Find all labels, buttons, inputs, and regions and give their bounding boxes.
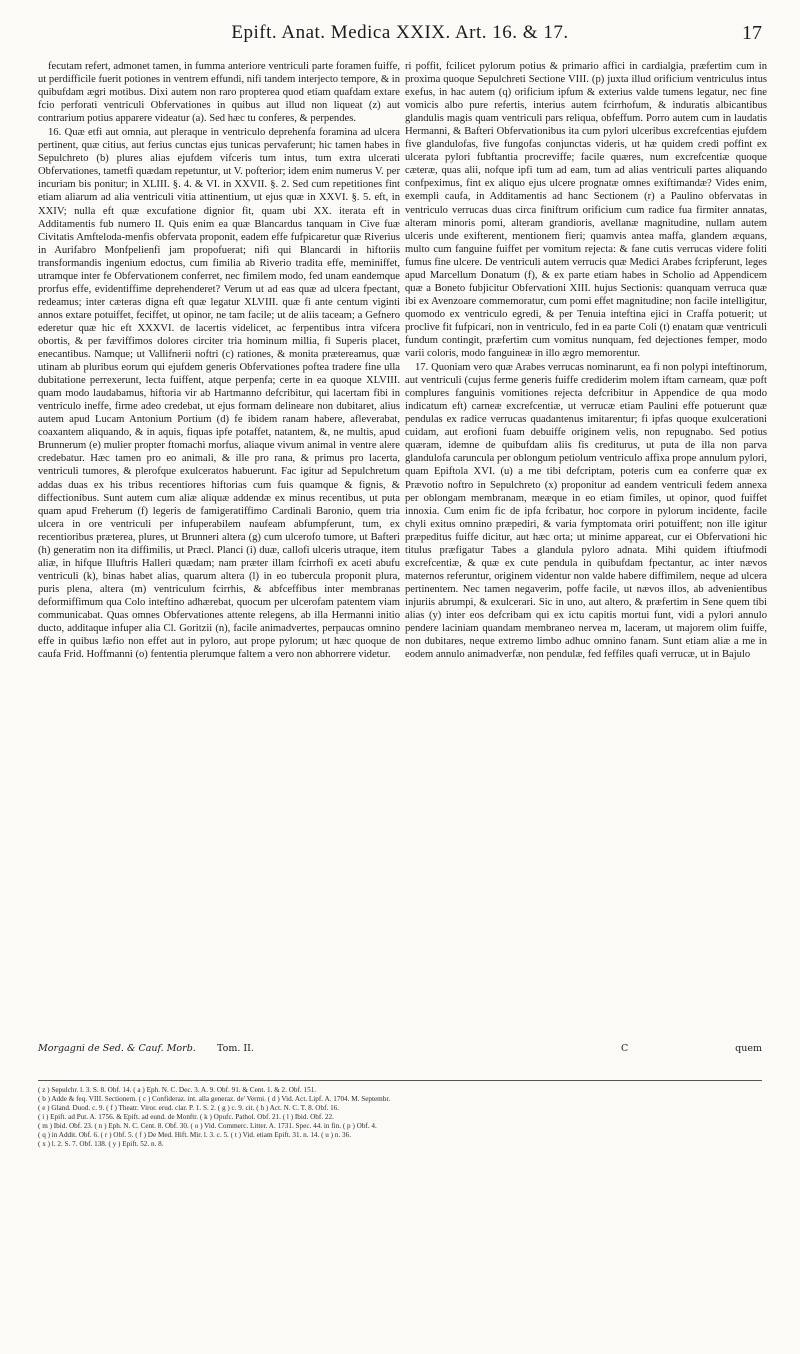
footnote-line: ( z ) Sepulchr. l. 3. S. 8. Obf. 14. ( a ) Eph. N. C. Dec. 3. A. 9. Obf. 91. & Cent. 1. & 2. Obf. 151. (38, 1086, 317, 1094)
footnote-line: ( b ) Adde & feq. VIII. Sectionem. ( c ) Confideraz. int. alla generaz. de' Vermi. ( d ) Vid. Act. Lipf. A. 1704. M. Septembr. (38, 1095, 391, 1103)
footnote-line: ( e ) Gland. Duod. c. 9. ( f ) Theatr. Viror. erud. clar. P. 1. S. 2. ( g ) c. 9. cit. ( h ) Act. N. C. T. 8. Obf. 16. (38, 1104, 340, 1112)
footnote-line: ( q ) in Addit. Obf. 6. ( r ) Obf. 5. ( f ) De Med. Hift. Mir. l. 3. c. 5. ( t ) Vid. etiam Epift. 31. n. 14. ( u ) n. 36. (38, 1131, 352, 1139)
footnotes (38, 1086, 762, 1149)
footnote-divider (38, 1080, 762, 1081)
footnote-line: ( i ) Epift. ad Put. A. 1756. & Epift. ad eund. de Monftr. ( k ) Opufc. Pathol. Obf. 21. ( l ) Ibid. Obf. 22. (38, 1113, 334, 1121)
footnote-line: ( x ) l. 2. S. 7. Obf. 138. ( y ) Epift. 52. n. 8. (38, 1140, 164, 1148)
footnote-line: ( m ) Ibid. Obf. 23. ( n ) Eph. N. C. Cent. 8. Obf. 30. ( o ) Vid. Commerc. Litter. A. 1731. Spec. 44. in fin. ( p ) Obf. 4. (38, 1122, 377, 1130)
page-number: 17 (742, 22, 762, 44)
right-paragraph-1: ri poffit, fcilicet pylorum potius & primario affici in cardialgia, præfertim cum in proxima quoque Sepulchreti Sectione VIII. (p) juxta illud orificium ventriculus intus exefus, in hac autem (q) orificium ipfum & exterius valde tumens legatur, nec fine vomicis albo pure refertis, interius autem fcirrhofum, & induratis albicantibus glandulis magis quam ventriculi pars reliqua, obfeffum. Porro autem cum in laudatis Hermanni, & Bafteri Obfervationibus ita cum pylori ulceribus excrefcentias ejufdem five glandulofas, five fungofas conjunctas videris, ut hæ quidem credi poffint ex ulcerata pylori fubftantia procreviffe; facile quæres, num excrefcentiæ quoque cæteræ, quas alii, nofque ipfi tum ad eam, tum ad alias ventriculi partes aliquando confpeximus, fint ex aliquo ejus ulcere prognatæ omnes exiftimandæ? Vides enim, exempli caufa, in Additamentis ad hanc Sectionem (r) a Paulino obfervatas in ventriculo verrucas duas circa finiftrum orificium cum radice fua firmiter annatas, alteram minoris pomi, alteram grandioris, avellanæ magnitudine, nullam autem ulceris unde exifterent, mentionem fieri; quamvis antea maffa, glandem æquans, multo cum fanguine fuiffet per vomitum rejecta: & fane cutis verrucas videre foliti fumus fine ulcere. De ventriculi autem verrucis quæ Medici Arabes fcripferunt, leges apud Marcellum Donatum (f), & ex parte etiam habes in Scholio ad Appendicem quæ a Boneto fubjicitur Obfervationi XIII. hujus Sectionis: quanquam verruca quæ ibi ex Avenzoare commemoratur, cum pomi effet magnitudine; non facile intelligitur, quomodo ex ventriculo egredi, & per Tenuia inteftina ejici in Craffa potuerit; ut proclive fit fufpicari, non in ventriculo, fed in ea parte Coli (t) enatam quæ ventriculi fundum contingit, præfertim cum vomitus nunquam, fed dejectiones femper, modo varii coloris, modo fanguineæ in illo ægro memorentur. (405, 61, 767, 360)
running-title: Epift. Anat. Medica XXIX. Art. 16. & 17. (231, 22, 569, 43)
catchword: quem (735, 1043, 762, 1054)
left-column (38, 60, 400, 662)
right-paragraph-2: 17. Quoniam vero quæ Arabes verrucas nominarunt, ea fi non polypi inteftinorum, aut ventriculi (cujus ferme generis fuiffe crediderim molem iftam carneam, quæ poft complures fanguinis vomitiones rejecta defcribitur in Appendice de qua modo indicatum eft) carneæ excrefcentiæ, ut verrucæ etiam Paulini effe potuerunt quæ pendulas ex radice verrucas quadantenus imitarentur; fi ipfas quoque exulcerationi cuidam, aut erofioni fuam debuiffe originem velis, non repugnabo. Sed potius quæram, idemne de quibufdam aliis fis crediturus, ut puta de illa non parva glandulofa caruncula per oblongum petiolum ventriculo affixa prope annulum pylori, quam Epiftola XVI. (u) a me tibi defcriptam, poteris cum ea conferre quæ ex Prævotio noftro in Sepulchreto (x) proponitur ad eandem ventriculi fedem annexa per oblongam membranam, meæque in eo etiam fimiles, ut opinor, quod fuiffet innoxia. Cum enim fic de ipfa fcribatur, hoc corpore in pylorum incidente, facile chyli exitus omnino præpediri, & varia fymptomata oriri potuiffent; non ille igitur præpeditus fuiffe dicitur, aut hæc orta; ut minime appareat, cur ei Obfervationi hic titulus præfigatur Tabes a glandula pyloro adnata. Mihi quidem iftiufmodi excrefcentiæ, & quæ ex cute pendula in quibufdam fpectantur, ac inter nævos maternos referuntur, originem videntur non valde habere diffimilem, neque ad ulcera pertinentem. Nec tamen negaverim, poffe facile, ut nævos illos, ab advenientibus injuriis abrumpi, & exulcerari. Sic in uno, aut altero, & præfertim in Sene quem tibi alias (y) inter eos defcribam qui ex ictu capitis mortui funt, vidi a pylori annulo pendere laciniam quandam membraneo nervea m, laceram, ut majorem olim fuiffe, non dubitares, neque extremo limbo adhuc omnino fanam. Sunt etiam aliæ a me in eodem annulo animadverfæ, non pendulæ, fed feffiles quafi verrucæ, ut in Bajulo (405, 362, 767, 661)
signature-mark: C (621, 1043, 629, 1054)
volume-ref: Tom. II. (217, 1043, 254, 1054)
left-paragraph-2: 16. Quæ etfi aut omnia, aut pleraque in ventriculo deprehenfa foramina ad ulcera pertinent, quæ citius, aut ferius cunctas ejus tunicas pervaferunt; hic tamen habes in Sepulchreto (b) plures alias ejufdem vifceris tum intus, tum extra ulcerati Obfervationes, tametfi quædam repetuntur, ut V. pofterior; idem enim numerus V. per incuriam bis ponitur; in XLIII. §. 4. & VI. in XXVII. §. 2. Sed cum repetitiones fint etiam aliarum ad alia ventriculi vitia attinentium, ut ejus quæ in XXVI. §. 5. eft, in XXIV; nulla eft quæ excufatione dignior fit, quam ubi XX. iterata eft in Additamentis fub numero II. Quis enim ea quæ Blancardus tanquam in Cive fuæ Civitatis Amfteloda-menfis obfervata proponit, eadem effe fufpicaretur quæ Riverius in Aurifabro Monfpelienfi jam propofuerat; nifi qui Blancardi in hiftoriis transformandis ingenium edoctus, cum fimilia ab Riverio tradita effe, meminiffet, utramque inter fe Obfervationem conferret, nec fimilem modo, fed unam eandemque prorfus effe, evidentiffime deprehenderet? Verum ut ad eas quæ ad ulcera fpectant, redeamus; inter cæteras digna eft quæ legatur XLVIII. quæ fi ante centum viginti annos extare potuiffet, feciffet, ut opinor, ne tam facile; ut de aliis taceam; a Gefnero ederetur quæ hic eft XXXVI. de lacertis videlicet, ac ferpentibus intra vifcera obortis, & per fæviffimos dolores circiter tria hominum millia, fi Superis placet, enecantibus. Namque; ut Vallifnerii noftri (c) rationes, & monita prætereamus, quæ utinam ab pluribus eorum qui ejufdem generis Obfervationes poftea tradere fine ulla dubitatione perrexerunt, lecta fuiffent, atque perpenfa; certe in ea quoque XLVIII. quam modo laudabamus, hiftoria vir ab Hartmanno defcribitur, qui lacertam fibi in ventriculo ineffe, firme adeo credebat, ut ejus formam delineare non dubitaret, alius autem apud Lucam Antonium Portium (d) fe ibidem ranam habere, afleverabat, coaxantem aliquando, & in aquis, fiquas ipfe potaffet, natantem, &, ne multis, apud Brunnerum (e) mulier propter ftomachi morfus, aliaque vivum animal in ventre alere credebatur. Hæc tamen pro eo animali, & ille pro rana, & primus pro lacerta, ventriculi tumores, & plerofque exulceratos habuerunt. Fac igitur ad Sepulchretum addas duas ex his tribus recentiores hiftorias cum fuis quamque & fignis, & diffectionibus. Sunt autem cum aliæ aliquæ addendæ ex minus recentibus, ut puta quam apud Freherum (f) legeris de famigeratiffimo Cardinali Baronio, quem tria ulcera in ore ventriculi per infuperabilem naufeam abfumpferunt, tum, ex recentioribus præterea, plures, ut Brunneri altera (g) cum ulcerofo tumore, ut Bafteri (h) generatim non ita diffimilis, ut Præcl. Planci (i) duæ, callofi ulceris utraque, item aliæ, in hifque Illuftris Halleri quædam; nam præter illam fcirrhofi ex aceti abufu ventriculi (k), binas habet alias, quarum altera (l) in eo tubercula proponit plura, puris plena, altera (m) ventriculum fcirrhis, & abfceffibus inter membranas deformiffimum qua Colo inteftino adhærebat, quocum per ulcerofam patentem viam communicabat. Quas omnes Obfervationes attente relegens, ab illa Hermanni initio ducto, additaque infuper alia Cl. Goritzii (n), facile animadvertes, perpaucas omnino effe in quibus læfio non effet aut in pyloro, aut prope pylorum; ut hæc quoque de caufa Frid. Hoffmanni (o) fententia plerumque faltem a vero non abhorrere videtur. (38, 127, 400, 661)
running-header (38, 22, 762, 48)
signature-title: Morgagni de Sed. & Cauf. Morb. (38, 1043, 196, 1054)
right-column (405, 60, 767, 662)
left-paragraph-1: fecutam refert, admonet tamen, in fumma anteriore ventriculi parte foramen fuiffe, ut perdifficile fuerit potiones in ventrem effundi, nifi tandem interjecto tempore, & in quibufdam ægri motibus. Dixi autem non raro propterea quod etiam quafdam extare fcio perforati ventriculi Obfervationes in quibus aut illud non liqueat (z) aut contrarium potius apparere videatur (a). Sed hæc tu conferes, & perpendes. (38, 61, 400, 125)
